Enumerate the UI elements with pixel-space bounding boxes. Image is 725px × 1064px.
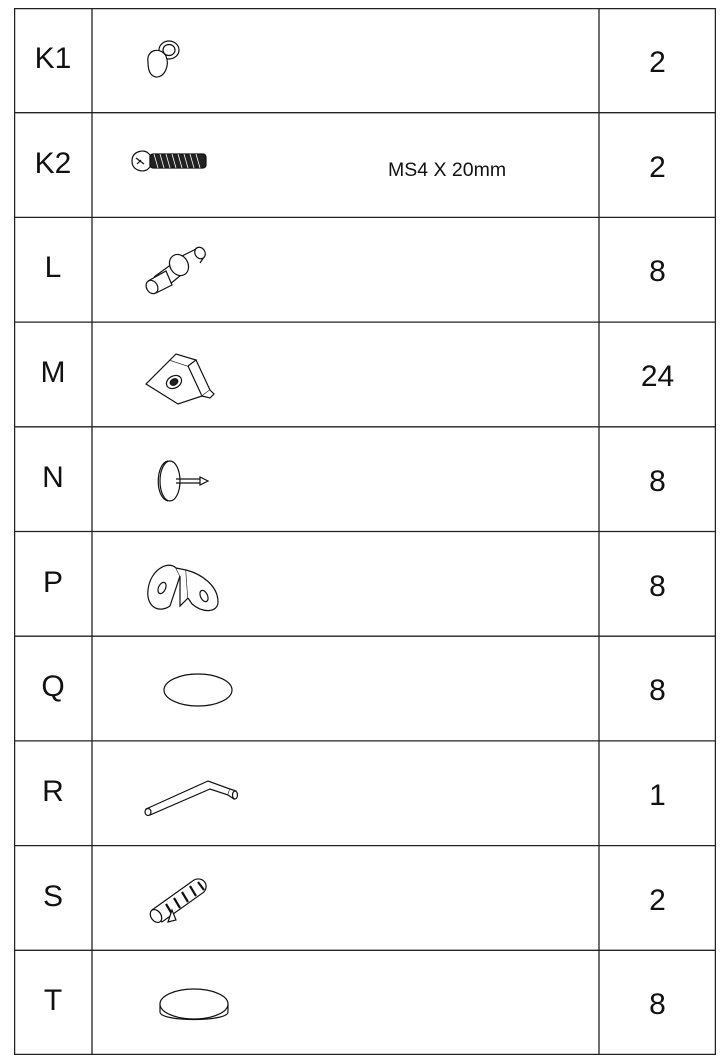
- nail-glide-icon: [150, 455, 210, 507]
- part-image-cell: [92, 950, 599, 1055]
- part-id: N: [42, 460, 64, 494]
- part-image-cell: [92, 322, 599, 427]
- table-row: [14, 741, 716, 846]
- part-id: S: [42, 879, 63, 913]
- part-id-cell: [14, 741, 92, 846]
- corner-block-icon: [140, 346, 220, 408]
- part-id-cell: [14, 322, 92, 427]
- table-row: [14, 8, 716, 113]
- part-id-cell: [14, 217, 92, 322]
- part-qty: 8: [649, 464, 666, 498]
- table-row: [14, 427, 716, 532]
- part-qty-cell: [599, 113, 716, 218]
- table-row: [14, 217, 716, 322]
- part-qty: 8: [649, 255, 666, 289]
- part-image-cell: [92, 427, 599, 532]
- part-qty-cell: [599, 741, 716, 846]
- part-image-cell: [92, 636, 599, 741]
- part-id-cell: [14, 532, 92, 637]
- table-row: [14, 532, 716, 637]
- part-qty-cell: [599, 532, 716, 637]
- part-image-cell: [92, 741, 599, 846]
- table-row: [14, 950, 716, 1055]
- part-image-cell: [92, 217, 599, 322]
- part-id-cell: [14, 950, 92, 1055]
- part-qty-cell: [599, 950, 716, 1055]
- angle-bracket-icon: [142, 556, 228, 618]
- part-qty: 8: [649, 988, 666, 1022]
- allen-key-icon: [140, 771, 246, 821]
- part-image-cell: [92, 846, 599, 951]
- part-qty: 2: [649, 150, 666, 184]
- part-qty-cell: [599, 636, 716, 741]
- part-id: L: [44, 251, 62, 285]
- part-id: T: [43, 984, 63, 1018]
- dowel-pin-icon: [138, 241, 218, 303]
- part-image-cell: [92, 113, 599, 218]
- part-id: P: [42, 565, 63, 599]
- part-qty: 24: [640, 360, 675, 394]
- part-image-cell: [92, 532, 599, 637]
- oval-bumper-icon: [160, 670, 236, 710]
- part-id-cell: [14, 846, 92, 951]
- part-id-cell: [14, 427, 92, 532]
- part-qty-cell: [599, 8, 716, 113]
- part-qty: 2: [649, 46, 666, 79]
- part-id-cell: [14, 636, 92, 741]
- part-id-cell: [14, 113, 92, 218]
- table-row: [14, 113, 716, 218]
- part-id: Q: [41, 670, 65, 704]
- part-id: R: [42, 774, 64, 808]
- part-image-cell: [92, 8, 599, 113]
- part-qty: 8: [649, 569, 666, 603]
- table-row: [14, 636, 716, 741]
- table-row: [14, 846, 716, 951]
- part-qty-cell: [599, 427, 716, 532]
- wall-anchor-icon: [144, 870, 220, 930]
- part-qty: 2: [649, 883, 666, 917]
- table-row: [14, 322, 716, 427]
- part-id: K2: [34, 146, 72, 180]
- round-pad-icon: [154, 982, 234, 1032]
- part-qty-cell: [599, 217, 716, 322]
- part-id-cell: [14, 8, 92, 113]
- parts-table: [14, 8, 716, 1055]
- part-qty-cell: [599, 846, 716, 951]
- part-id: M: [40, 356, 66, 390]
- part-spec: MS4 X 20mm: [388, 158, 507, 181]
- mushroom-knob-icon: [134, 34, 194, 84]
- part-qty: 8: [649, 674, 666, 708]
- part-qty: 1: [649, 778, 666, 812]
- machine-screw-icon: [126, 143, 226, 179]
- part-qty-cell: [599, 322, 716, 427]
- part-id: K1: [34, 42, 72, 75]
